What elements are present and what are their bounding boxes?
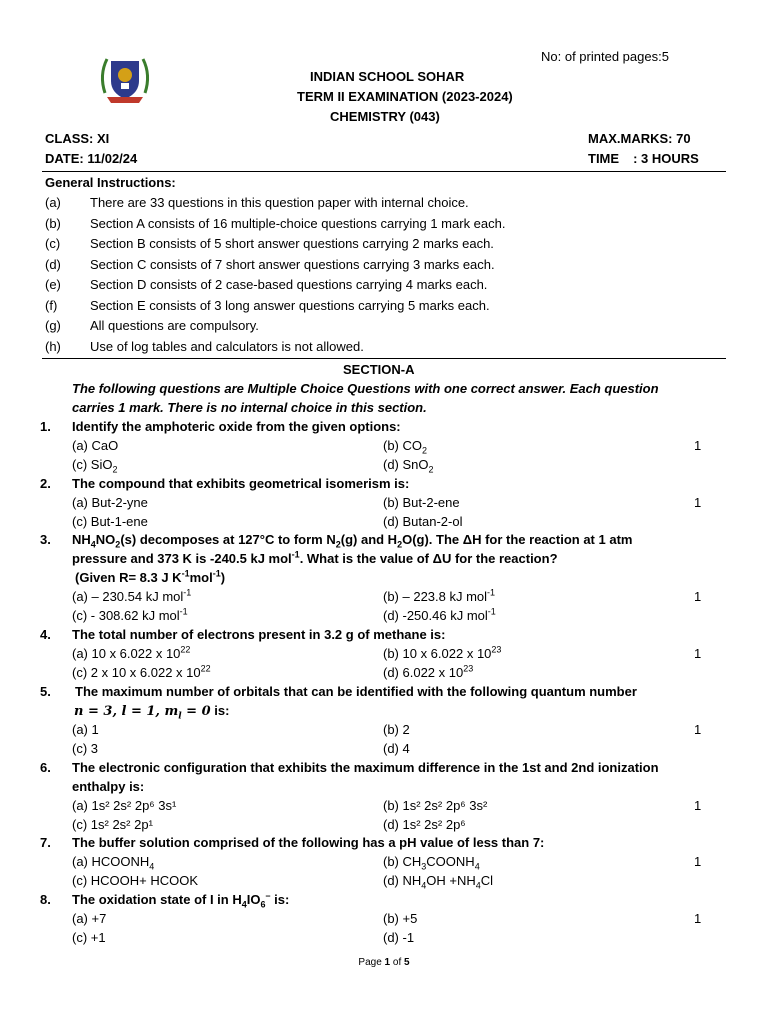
question-number: 8. bbox=[40, 892, 51, 907]
option-a: (a) CaO bbox=[72, 438, 119, 453]
question-mark: 1 bbox=[694, 798, 702, 813]
option-a: (a) $HCOONH_4$ bbox=[72, 854, 155, 872]
option-d: (d) -1 bbox=[383, 930, 415, 945]
question-text: The compound that exhibits geometrical isomerism is: bbox=[72, 476, 410, 491]
question-mark: 1 bbox=[694, 589, 702, 604]
question-number: 6. bbox=[40, 760, 51, 775]
question-mark: 1 bbox=[694, 495, 702, 510]
option-c: (c) - 308.62 kJ mol$^{-1}$ bbox=[72, 606, 188, 623]
question-text: The maximum number of orbitals that can be identified with the following quantum number bbox=[75, 684, 637, 699]
question-text: The buffer solution comprised of the following has a pH value of less than 7: bbox=[72, 835, 545, 850]
max-marks: MAX.MARKS: 70 bbox=[588, 131, 691, 146]
question-mark: 1 bbox=[694, 438, 702, 453]
option-b: (b) 2 bbox=[383, 722, 410, 737]
option-d: (d) SnO$_2$ bbox=[383, 457, 434, 475]
page-footer: Page 1 of 5 bbox=[358, 957, 410, 968]
time-label: TIME : 3 HOURS bbox=[588, 151, 699, 166]
option-a: (a) 1 bbox=[72, 722, 99, 737]
option-b: (b) $CO_2$ bbox=[383, 438, 428, 456]
question-text: enthalpy is: bbox=[72, 779, 145, 794]
printed-pages: No: of printed pages:5 bbox=[541, 49, 669, 64]
option-c: (c) 1s² 2s² 2p¹ bbox=[72, 817, 153, 832]
school-name: INDIAN SCHOOL SOHAR bbox=[310, 69, 465, 84]
option-b: (b) 10 x 6.022 x $10^{23}$ bbox=[383, 644, 502, 661]
header-divider bbox=[42, 171, 726, 172]
option-b: (b) +5 bbox=[383, 911, 418, 926]
question-number: 5. bbox=[40, 684, 51, 699]
question-number: 2. bbox=[40, 476, 51, 491]
instructions-title: General Instructions: bbox=[45, 175, 176, 190]
option-a: (a) But-2-yne bbox=[72, 495, 148, 510]
option-b: (b) 1s² 2s² 2p⁶ 3s² bbox=[383, 798, 488, 813]
date-label: DATE: 11/02/24 bbox=[45, 151, 138, 166]
option-d: (d) 6.022 x $10^{23}$ bbox=[383, 663, 474, 680]
option-a: (a) 1s² 2s² 2p⁶ 3s¹ bbox=[72, 798, 177, 813]
question-number: 7. bbox=[40, 835, 51, 850]
question-number: 4. bbox=[40, 627, 51, 642]
section-description: The following questions are Multiple Choice Questions with one correct answer. Each question bbox=[72, 381, 659, 396]
question-text: Identify the amphoteric oxide from the given options: bbox=[72, 419, 401, 434]
option-c: (c) SiO$_2$ bbox=[72, 457, 118, 475]
option-c: (c) 3 bbox=[72, 741, 98, 756]
option-c: (c) 2 x 10 x 6.022 x $10^{22}$ bbox=[72, 663, 211, 680]
subject-title: CHEMISTRY (043) bbox=[330, 109, 440, 124]
option-a: (a) 10 x 6.022 x $10^{22}$ bbox=[72, 644, 191, 661]
class-label: CLASS: XI bbox=[45, 131, 110, 146]
option-b: (b) – 223.8 kJ mol$^{-1}$ bbox=[383, 587, 496, 604]
option-b: (b) $CH_3COONH_4$ bbox=[383, 854, 480, 872]
question-number: 3. bbox=[40, 532, 51, 547]
question-mark: 1 bbox=[694, 854, 702, 869]
option-d: (d) 4 bbox=[383, 741, 410, 756]
option-c: (c) But-1-ene bbox=[72, 514, 148, 529]
question-text: The electronic configuration that exhibits the maximum difference in the 1st and 2nd ionization bbox=[72, 760, 659, 775]
section-title: SECTION-A bbox=[343, 362, 415, 377]
option-c: (c) HCOOH+ HCOOK bbox=[72, 873, 199, 888]
option-a: (a) – 230.54 kJ mol$^{-1}$ bbox=[72, 587, 192, 604]
option-d: (d) 1s² 2s² 2p⁶ bbox=[383, 817, 466, 832]
school-logo bbox=[97, 53, 153, 105]
question-text: The oxidation state of I in $H_4IO_6^-$ is: bbox=[72, 890, 290, 910]
option-a: (a) +7 bbox=[72, 911, 107, 926]
option-b: (b) But-2-ene bbox=[383, 495, 460, 510]
exam-title: TERM II EXAMINATION (2023-2024) bbox=[297, 89, 513, 104]
question-text: pressure and 373 K is -240.5 kJ mol$^{-1}$. What is the value of ΔU for the reaction? bbox=[72, 549, 558, 566]
question-text: $NH_4NO_2(s)$ decomposes at 127°C to form $N_2(g)$ and $H_2O(g)$. The ΔH for the reaction at 1 atm bbox=[72, 532, 633, 550]
option-c: (c) +1 bbox=[72, 930, 106, 945]
question-number: 1. bbox=[40, 419, 51, 434]
option-d: (d) Butan-2-ol bbox=[383, 514, 463, 529]
question-math: n = 3, l = 1, $m_l = 0$ is: bbox=[74, 703, 230, 722]
section-description: carries 1 mark. There is no internal choice in this section. bbox=[72, 400, 427, 415]
question-mark: 1 bbox=[694, 911, 702, 926]
instructions-divider bbox=[42, 358, 726, 359]
question-text: The total number of electrons present in 3.2 g of methane is: bbox=[72, 627, 446, 642]
question-mark: 1 bbox=[694, 722, 702, 737]
question-mark: 1 bbox=[694, 646, 702, 661]
option-d: (d) -250.46 kJ mol$^{-1}$ bbox=[383, 606, 496, 623]
question-given: (Given R= 8.3 J $K^{-1}mol^{-1}$) bbox=[75, 568, 226, 585]
option-d: (d) $NH_4OH +NH_4Cl$ bbox=[383, 873, 494, 891]
